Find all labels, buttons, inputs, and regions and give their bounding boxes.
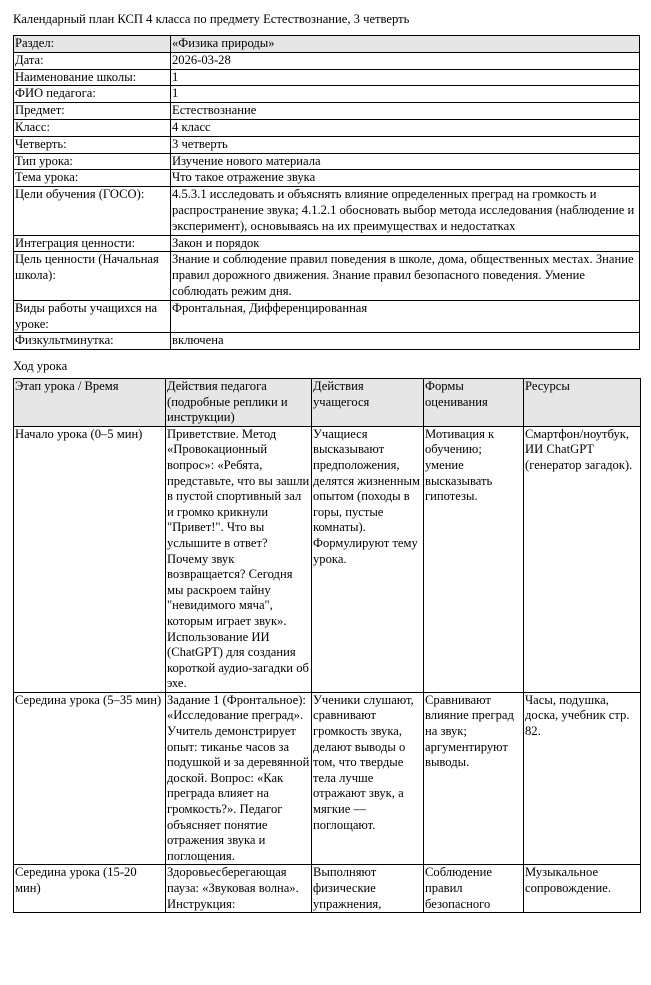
plan-header-cell: Действия учащегося (312, 379, 424, 427)
info-label: Цели обучения (ГОСО): (14, 187, 171, 235)
info-value: 2026-03-28 (171, 52, 640, 69)
info-label: Тип урока: (14, 153, 171, 170)
info-value: включена (171, 333, 640, 350)
plan-row (14, 692, 641, 865)
info-row (14, 300, 640, 333)
info-row (14, 119, 640, 136)
info-value: 4.5.3.1 исследовать и объяснять влияние определенных преград на громкость и распространение звука; 4.1.2.1 обосновать выбор метода исследования (наблюдение и эксперимент), основываясь на их преимуществах и недостатках (171, 187, 640, 235)
info-row (14, 103, 640, 120)
plan-header-cell: Формы оценивания (424, 379, 524, 427)
info-row (14, 36, 640, 53)
plan-cell: Учащиеся высказывают предположения, делятся жизненным опытом (походы в горы, пустые комнаты). Формулируют тему урока. (312, 426, 424, 692)
info-value: 1 (171, 69, 640, 86)
info-label: Цель ценности (Начальная школа): (14, 252, 171, 300)
info-row (14, 136, 640, 153)
info-value: Естествознание (171, 103, 640, 120)
plan-row (14, 426, 641, 692)
info-value: 1 (171, 86, 640, 103)
info-row (14, 235, 640, 252)
info-row (14, 153, 640, 170)
lesson-flow-label: Ход урока (13, 359, 68, 373)
info-value: Знание и соблюдение правил поведения в школе, дома, общественных местах. Знание правил дорожного движения. Знание правил безопасного поведения. Умение соблюдать режим дня. (171, 252, 640, 300)
info-label: ФИО педагога: (14, 86, 171, 103)
plan-cell: Смартфон/ноутбук, ИИ ChatGPT (генератор загадок). (524, 426, 641, 692)
plan-header-row (14, 379, 641, 427)
lesson-info-table (13, 35, 640, 350)
plan-row (14, 865, 641, 913)
info-value: 4 класс (171, 119, 640, 136)
info-row (14, 252, 640, 300)
plan-cell: Соблюдение правил безопасного (424, 865, 524, 913)
info-label: Четверть: (14, 136, 171, 153)
info-label: Класс: (14, 119, 171, 136)
document-title: Календарный план КСП 4 класса по предмету Естествознание, 3 четверть (13, 12, 410, 26)
plan-cell: Начало урока (0–5 мин) (14, 426, 166, 692)
info-label: Наименование школы: (14, 69, 171, 86)
info-row (14, 69, 640, 86)
plan-cell: Сравнивают влияние преград на звук; аргументируют выводы. (424, 692, 524, 865)
plan-cell: Ученики слушают, сравнивают громкость звука, делают выводы о том, что твердые тела лучше отражают звук, а мягкие — поглощают. (312, 692, 424, 865)
plan-header-cell: Ресурсы (524, 379, 641, 427)
info-row (14, 333, 640, 350)
plan-header-cell: Этап урока / Время (14, 379, 166, 427)
info-value: Что такое отражение звука (171, 170, 640, 187)
plan-cell: Музыкальное сопровождение. (524, 865, 641, 913)
plan-header-cell: Действия педагога (подробные реплики и инструкции) (166, 379, 312, 427)
info-label: Физкультминутка: (14, 333, 171, 350)
plan-cell: Часы, подушка, доска, учебник стр. 82. (524, 692, 641, 865)
lesson-plan-table (13, 378, 641, 913)
info-label: Дата: (14, 52, 171, 69)
plan-cell: Задание 1 (Фронтальное): «Исследование преград». Учитель демонстрирует опыт: тиканье часов за подушкой и за деревянной доской. Вопрос: «Как преграда влияет на громкость?». Педагог объясняет понятие отражения звука и поглощения. (166, 692, 312, 865)
plan-cell: Мотивация к обучению; умение высказывать гипотезы. (424, 426, 524, 692)
plan-cell: Приветствие. Метод «Провокационный вопрос»: «Ребята, представьте, что вы зашли в пустой спортивный зал и громко крикнули "Привет!". Что вы услышите в ответ? Почему звук возвращается? Сегодня мы раскроем тайну "невидимого мяча", которым играет звук». Использование ИИ (ChatGPT) для создания короткой аудио-загадки об эхе. (166, 426, 312, 692)
info-row (14, 170, 640, 187)
info-value: Фронтальная, Дифференцированная (171, 300, 640, 333)
info-value: 3 четверть (171, 136, 640, 153)
plan-cell: Середина урока (5–35 мин) (14, 692, 166, 865)
info-row (14, 86, 640, 103)
plan-cell: Здоровьесберегающая пауза: «Звуковая волна». Инструкция: (166, 865, 312, 913)
plan-cell: Середина урока (15-20 мин) (14, 865, 166, 913)
info-row (14, 52, 640, 69)
info-label: Виды работы учащихся на уроке: (14, 300, 171, 333)
info-label: Интеграция ценности: (14, 235, 171, 252)
info-value: Закон и порядок (171, 235, 640, 252)
info-value: «Физика природы» (171, 36, 640, 53)
plan-cell: Выполняют физические упражнения, (312, 865, 424, 913)
info-label: Тема урока: (14, 170, 171, 187)
info-label: Раздел: (14, 36, 171, 53)
info-row (14, 187, 640, 235)
info-label: Предмет: (14, 103, 171, 120)
info-value: Изучение нового материала (171, 153, 640, 170)
